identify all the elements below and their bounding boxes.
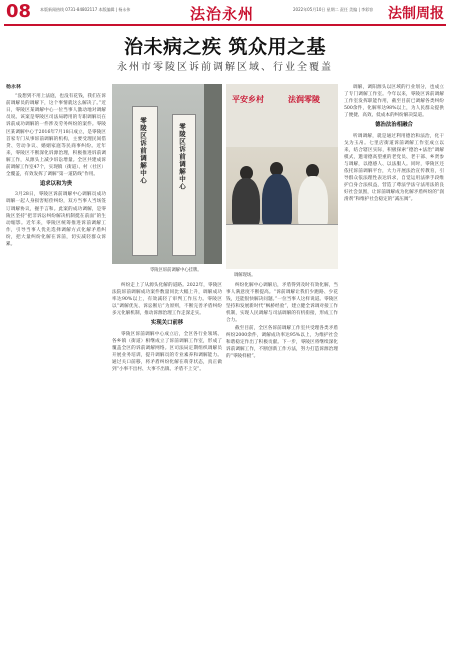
section-heading: 实现关口前移 — [150, 320, 184, 327]
plaque-text: 零陵区诉前调解中心 — [178, 123, 186, 191]
byline: 杨永林 — [6, 84, 22, 90]
section-heading: 追求以和为贵 — [39, 181, 73, 188]
paragraph: 纠纷走上了从源头化解的道路。2022年，零陵区法院诉前调解成功案件数量同比大幅上升，调解成功率达90%以上，有效减轻了审判工作压力。零陵区以“调解优先、诉讼断后”为原则，不断完善矛盾纠纷多元化解机制，推动诉源治理工作走深走实。 — [112, 283, 222, 317]
photo-caption: 零陵区诉前调解中心挂牌。 — [150, 268, 202, 273]
column-2 — [112, 282, 222, 652]
headline: 治未病之疾 筑众用之基 — [123, 36, 327, 58]
person — [298, 176, 328, 230]
column-4 — [344, 84, 444, 652]
column-1 — [6, 84, 106, 652]
paragraph: 零陵区诉前调解中心成立后，全区各行业领域、各乡镇（街道）相继成立了诉前调解工作室，形成了覆盖全区的诉前调解网络。区司法局定期组织调解员开展业务培训，提升调解员的专业素养和调解能力。通过关口前移，将矛盾纠纷化解在萌芽状态，真正做到“小事不出村、大事不出镇、矛盾不上交”。 — [112, 331, 222, 373]
paragraph: 3月28日，零陵区诉前调解中心调解员成功调解一起人身损害赔偿纠纷，双方当事人当场签订调解协议，握手言和。此案的成功调解，是零陵区坚持“把非诉讼纠纷解决机制挺在前面”的生动缩影。近年来，零陵区统筹推进诉前调解工作，引导当事人优先选择调解方式化解矛盾纠纷，把大量纠纷化解在诉前，切实减轻群众诉累。 — [6, 192, 106, 247]
photo-caption: 调解现场。 — [234, 273, 256, 278]
section-heading: 德治法治相融合 — [375, 122, 413, 129]
column-name: 法制周报 — [388, 6, 444, 22]
column-3 — [226, 282, 338, 652]
page-number: 08 — [6, 1, 32, 22]
plaque — [172, 114, 196, 256]
person — [262, 174, 292, 229]
paragraph: 纠纷化解中心调解后，矛盾得到及时有效化解，当事人满意度不断提高。“诉前调解让我们少跑路、少花钱，还能很快解决问题。”一位当事人这样说道。零陵区坚持和发展新时代“枫桥经验”，建立健全诉调对接工作机制，实现人民调解与司法调解的有机衔接，形成工作合力。 — [226, 283, 338, 324]
paragraph: 听调调解，就是通过利用德治和法治，化干戈为玉帛。七里店街道诉前调解工作室成立以来，结合辖区实际，积极探索“德治+法治”调解模式，邀请德高望重的老党员、老干部、乡贤参与调解，以德感人、以法服人。同时，零陵区还依托诉前调解平台，大力开展法治宣传教育，引导群众依法理性表达诉求，自觉运用法律手段维护自身合法权益，营造了尊法学法守法用法的良好社会氛围，让诉前调解成为化解矛盾纠纷的“润滑剂”和维护社会稳定的“减压阀”。 — [344, 133, 444, 203]
doorway — [204, 84, 222, 264]
person — [232, 178, 260, 228]
masthead-rule — [4, 24, 446, 26]
photo-meeting — [226, 84, 338, 269]
paragraph: 截至目前，全区各诉前调解工作室共受理各类矛盾纠纷2000余件，调解成功率达95%以上，为维护社会和谐稳定作出了积极贡献。下一步，零陵区将继续深化诉前调解工作，不断创新工作方法，努力打造诉源治理的“零陵样板”。 — [226, 325, 338, 359]
paragraph: “没想到不用上法庭，也没有花钱，我们在诉前调解员的调解下，这个事情就这么解决了。”近日，零陵区某调解中心一位当事人激动地对调解员说。该案是零陵区司法局聘用的专职调解员在诉前成功调解的一件涉及劳务纠纷的案件。零陵区某调解中心于2016年7月18日成立，是零陵区首家专门从事诉前调解的机构，主要受理民间借贷、劳动争议、婚姻家庭等民商事纠纷。近年来，零陵区不断深化诉源治理，积极推进诉前调解工作，从源头上减少诉讼增量。全区共建成诉前调解工作室47个，实现镇（街道）、村（社区）全覆盖，有效发挥了调解“第一道防线”作用。 — [6, 94, 106, 178]
plaque — [132, 106, 158, 256]
masthead-info-right: 2022年05月10日 星期二 责任 美编 | 李彩容 — [293, 7, 374, 12]
banner-left: 平安乡村 — [232, 95, 264, 104]
banner-board — [226, 84, 338, 147]
paragraph: 调解，调阳源头以区域的行业划分，也成立了专门调解工作室。今年以来，零陵区诉前调解工作室发挥职能作用，截至目前已调解各类纠纷500余件，化解率达98%以上，为人民群众提供了便捷、高效、低成本的纠纷解决渠道。 — [344, 85, 444, 119]
table — [226, 224, 338, 269]
plaque-text: 零陵区诉前调解中心 — [139, 117, 147, 185]
photo-plaques — [112, 84, 222, 264]
banner-right: 法润零陵 — [288, 95, 320, 104]
section-title: 法治永州 — [190, 5, 255, 23]
masthead-info-left: 本版新闻热线 0731-84802117 本版编辑 | 杨永伟 — [40, 7, 131, 12]
subheadline: 永州市零陵区诉前调解区域、行业全覆盖 — [117, 62, 333, 73]
masthead — [0, 0, 450, 26]
